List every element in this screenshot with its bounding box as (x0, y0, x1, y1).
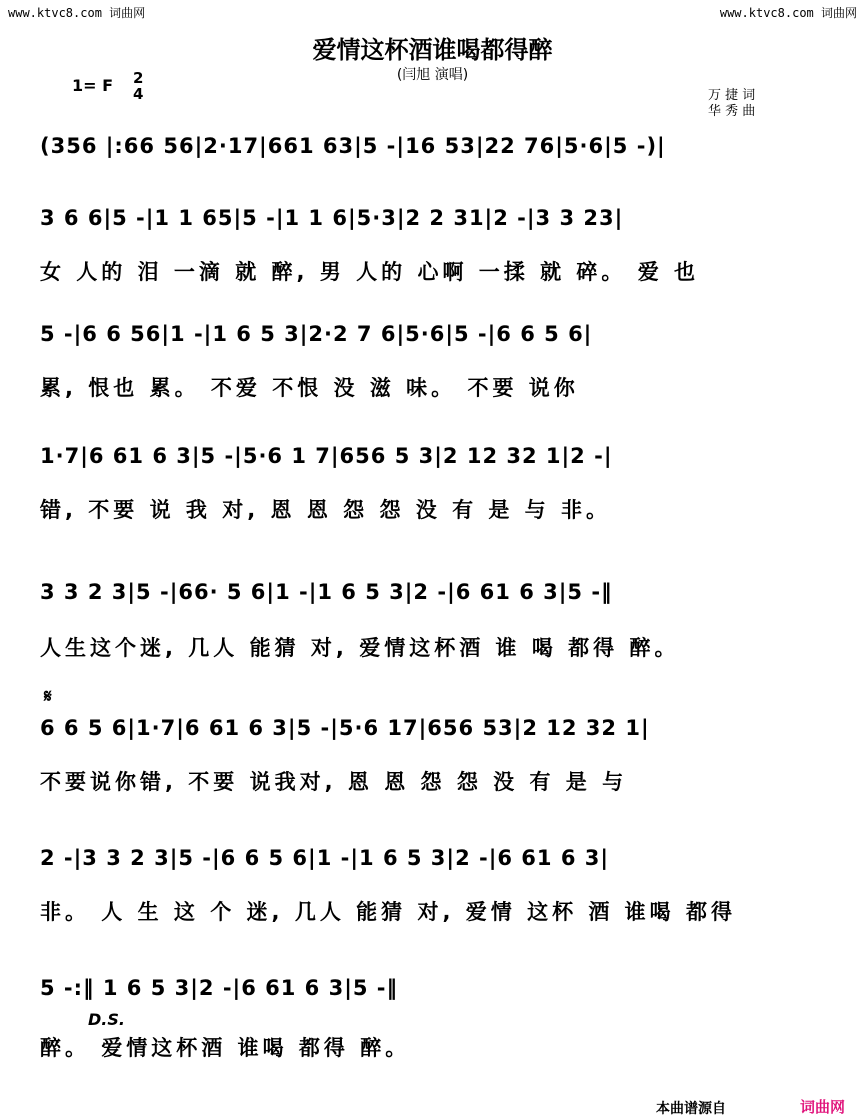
watermark-right: www.ktvc8.com 词曲网 (719, 6, 857, 20)
lyric-line-8: 醉。 爱情这杯酒 谁喝 都得 醉。 (40, 1036, 411, 1060)
lyric-line-2: 女 人的 泪 一滴 就 醉, 男 人的 心啊 一揉 就 碎。 爱 也 (40, 260, 700, 284)
key-signature: 1= F (72, 76, 114, 95)
notation-line-3: 5 -|6 6 56|1 -|1 6 5 3|2·2 7 6|5·6|5 -|6 6 5 6| (40, 322, 593, 346)
ds-mark: D.S. (88, 1010, 125, 1029)
time-signature-top: 2 (133, 69, 144, 87)
notation-line-8: 5 -:‖ 1 6 5 3|2 -|6 61 6 3|5 -‖ (40, 976, 399, 1000)
time-signature-bottom: 4 (133, 85, 144, 103)
lyric-line-5: 人生这个迷, 几人 能猜 对, 爱情这杯酒 谁 喝 都得 醉。 (40, 636, 680, 660)
site-logo[interactable]: 词曲网 (800, 1098, 846, 1116)
notation-line-5: 3 3 2 3|5 -|66· 5 6|1 -|1 6 5 3|2 -|6 61 6 3|5 -‖ (40, 580, 613, 604)
singer-credit: (闫旭 演唱) (396, 67, 469, 83)
source-note: 本曲谱源自 (656, 1101, 726, 1117)
lyric-line-7: 非。 人 生 这 个 迷, 几人 能猜 对, 爱情 这杯 酒 谁喝 都得 (40, 900, 736, 924)
lyric-line-4: 错, 不要 说 我 对, 恩 恩 怨 怨 没 有 是 与 非。 (40, 498, 611, 522)
notation-line-2: 3 6 6|5 -|1 1 65|5 -|1 1 6|5·3|2 2 31|2 -|3 3 23| (40, 206, 624, 230)
notation-line-6: 6 6 5 6|1·7|6 61 6 3|5 -|5·6 17|656 53|2 12 32 1| (40, 716, 650, 740)
lyric-line-6: 不要说你错, 不要 说我对, 恩 恩 怨 怨 没 有 是 与 (40, 770, 628, 794)
lyric-line-3: 累, 恨也 累。 不爱 不恨 没 滋 味。 不要 说你 (40, 376, 579, 400)
notation-line-7: 2 -|3 3 2 3|5 -|6 6 5 6|1 -|1 6 5 3|2 -|6 61 6 3| (40, 846, 610, 870)
time-signature (133, 70, 143, 102)
song-title: 爱情这杯酒谁喝都得醉 (312, 36, 553, 64)
lyricist-credit: 万 捷 词 (708, 88, 756, 103)
watermark-left: www.ktvc8.com 词曲网 (8, 6, 146, 20)
segno-mark: 𝄋 (44, 686, 52, 707)
notation-line-1: (356 |:66 56|2·17|661 63|5 -|16 53|22 76|5·6|5 -)| (40, 134, 666, 158)
notation-line-4: 1·7|6 61 6 3|5 -|5·6 1 7|656 5 3|2 12 32 1|2 -| (40, 444, 613, 468)
composer-credit: 华 秀 曲 (708, 104, 756, 119)
